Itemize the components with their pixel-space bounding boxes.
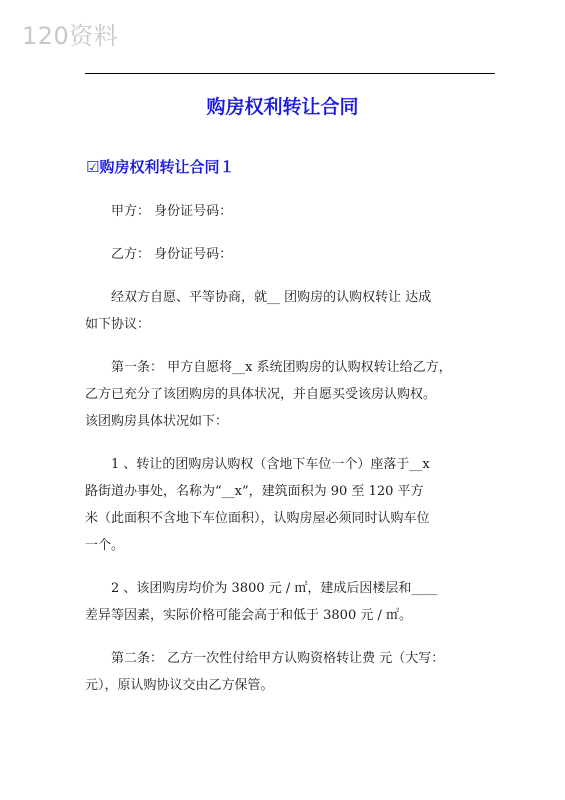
text-line: 第一条： 甲方自愿将__x 系统团购房的认购权转让给乙方， — [111, 360, 452, 375]
section-title: ☑购房权利转让合同１ — [86, 158, 235, 176]
preamble-paragraph — [85, 284, 495, 338]
text-line: 第二条： 乙方一次性付给甲方认购资格转让费 元（大写： — [111, 651, 445, 666]
text-line: 元），原认购协议交由乙方保管。 — [85, 678, 274, 693]
text-line: 该团购房具体状况如下： — [85, 414, 229, 429]
article-two-paragraph — [85, 645, 495, 699]
header-rule — [85, 73, 495, 74]
clause-two-paragraph — [85, 575, 495, 629]
document-title: 购房权利转让合同 — [206, 96, 359, 118]
watermark-logo: 120资料 — [22, 22, 119, 50]
document-body — [85, 198, 495, 715]
text-line: 乙方： 身份证号码： — [111, 247, 233, 262]
text-line: 一个。 — [85, 538, 125, 553]
text-line: 如下协议： — [85, 317, 151, 332]
text-line: 米（此面积不含地下车位面积），认购房屋必须同时认购车位 — [85, 511, 430, 526]
text-line: 经双方自愿、平等协商，就__ 团购房的认购权转让 达成 — [111, 290, 432, 305]
text-line: 差异等因素，实际价格可能会高于和低于 3800 元 / ㎡。 — [85, 608, 412, 623]
clause-one-paragraph — [85, 451, 495, 559]
party-a-line — [85, 198, 495, 225]
text-line: 2 、该团购房均价为 3800 元 / ㎡，建成后因楼层和____ — [111, 581, 438, 596]
text-line: 路街道办事处，名称为“__x”，建筑面积为 90 至 120 平方 — [85, 484, 424, 499]
party-b-line — [85, 241, 495, 268]
text-line: 1 、转让的团购房认购权（含地下车位一个）座落于__x — [111, 457, 430, 472]
text-line: 甲方： 身份证号码： — [111, 204, 233, 219]
text-line: 乙方已充分了该团购房的具体状况，并自愿买受该房认购权。 — [85, 387, 437, 402]
article-one-paragraph — [85, 354, 495, 435]
